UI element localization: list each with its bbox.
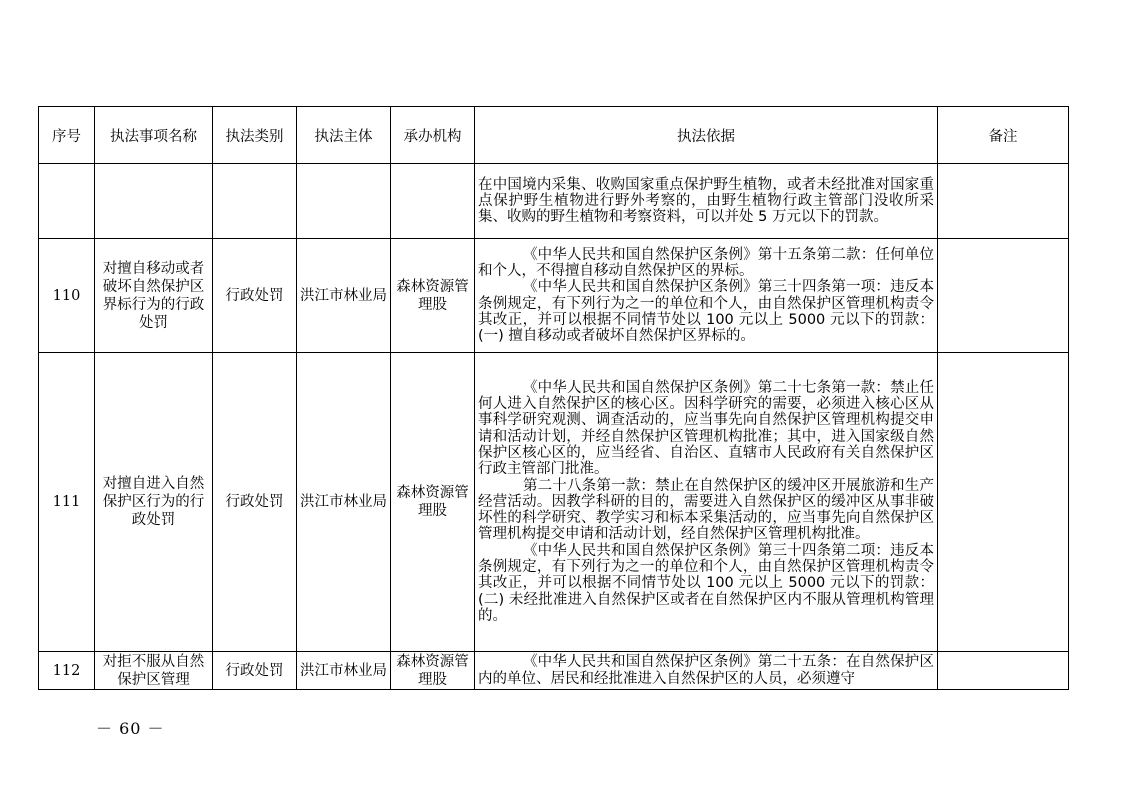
cell-no: 110 [39,239,95,353]
cell-category: 行政处罚 [213,652,297,690]
header-subject: 执法主体 [297,107,391,164]
cell-category: 行政处罚 [213,239,297,353]
cell-name [95,164,213,239]
cell-remark [938,164,1069,239]
basis-paragraph: 《中华人民共和国自然保护区条例》第十五条第二款：任何单位和个人，不得擅自移动自然保护区的界标。 [478,246,934,279]
table-row-continuation [39,164,1069,239]
cell-category: 行政处罚 [213,353,297,652]
basis-paragraph: 《中华人民共和国自然保护区条例》第三十四条第一项：违反本条例规定，有下列行为之一的单位和个人，由自然保护区管理机构责令其改正，并可以根据不同情节处以 100 元以上 5000 元以下的罚款：(一) 擅自移动或者破坏自然保护区界标的。 [478,279,934,345]
basis-paragraph: 《中华人民共和国自然保护区条例》第二十五条：在自然保护区内的单位、居民和经批准进入自然保护区的人员，必须遵守 [478,653,934,687]
enforcement-table [38,106,1069,690]
cell-no: 112 [39,652,95,690]
cell-agency: 森林资源管理股 [391,239,475,353]
cell-category [213,164,297,239]
cell-subject [297,164,391,239]
basis-paragraph: 在中国境内采集、收购国家重点保护野生植物，或者未经批准对国家重点保护野生植物进行野外考察的，由野生植物行政主管部门没收所采集、收购的野生植物和考察资料，可以并处 5 万元以下的罚款。 [478,176,934,226]
cell-subject: 洪江市林业局 [297,239,391,353]
cell-name: 对拒不服从自然保护区管理 [95,652,213,690]
cell-basis [475,164,938,239]
cell-basis [475,353,938,652]
cell-name: 对擅自移动或者破坏自然保护区界标行为的行政处罚 [95,239,213,353]
cell-agency: 森林资源管理股 [391,353,475,652]
cell-no [39,164,95,239]
header-category: 执法类别 [213,107,297,164]
cell-no: 111 [39,353,95,652]
table-row [39,652,1069,690]
cell-name: 对擅自进入自然保护区行为的行政处罚 [95,353,213,652]
table-row [39,353,1069,652]
cell-agency [391,164,475,239]
page-number: － 60 － [96,719,165,738]
header-remark: 备注 [938,107,1069,164]
header-no: 序号 [39,107,95,164]
cell-subject: 洪江市林业局 [297,652,391,690]
cell-agency: 森林资源管理股 [391,652,475,690]
cell-basis [475,652,938,690]
basis-paragraph: 第二十八条第一款：禁止在自然保护区的缓冲区开展旅游和生产经营活动。因教学科研的目的，需要进入自然保护区的缓冲区从事非破坏性的科学研究、教学实习和标本采集活动的，应当事先向自然保护区管理机构提交申请和活动计划，经自然保护区管理机构批准。 [478,477,934,543]
table-header-row [39,107,1069,164]
cell-basis [475,239,938,353]
table-row [39,239,1069,353]
basis-paragraph: 《中华人民共和国自然保护区条例》第二十七条第一款：禁止任何人进入自然保护区的核心区。因科学研究的需要，必须进入核心区从事科学研究观测、调查活动的，应当事先向自然保护区管理机构提交申请和活动计划，并经自然保护区管理机构批准；其中，进入国家级自然保护区核心区的，应当经省、自治区、直辖市人民政府有关自然保护区行政主管部门批准。 [478,379,934,478]
cell-remark [938,239,1069,353]
cell-remark [938,353,1069,652]
cell-subject: 洪江市林业局 [297,353,391,652]
header-basis: 执法依据 [475,107,938,164]
header-item-name: 执法事项名称 [95,107,213,164]
basis-paragraph: 《中华人民共和国自然保护区条例》第三十四条第二项：违反本条例规定，有下列行为之一的单位和个人，由自然保护区管理机构责令其改正，并可以根据不同情节处以 100 元以上 5000 元以下的罚款：(二) 未经批准进入自然保护区或者在自然保护区内不服从管理机构管理的。 [478,542,934,624]
cell-remark [938,652,1069,690]
header-agency: 承办机构 [391,107,475,164]
